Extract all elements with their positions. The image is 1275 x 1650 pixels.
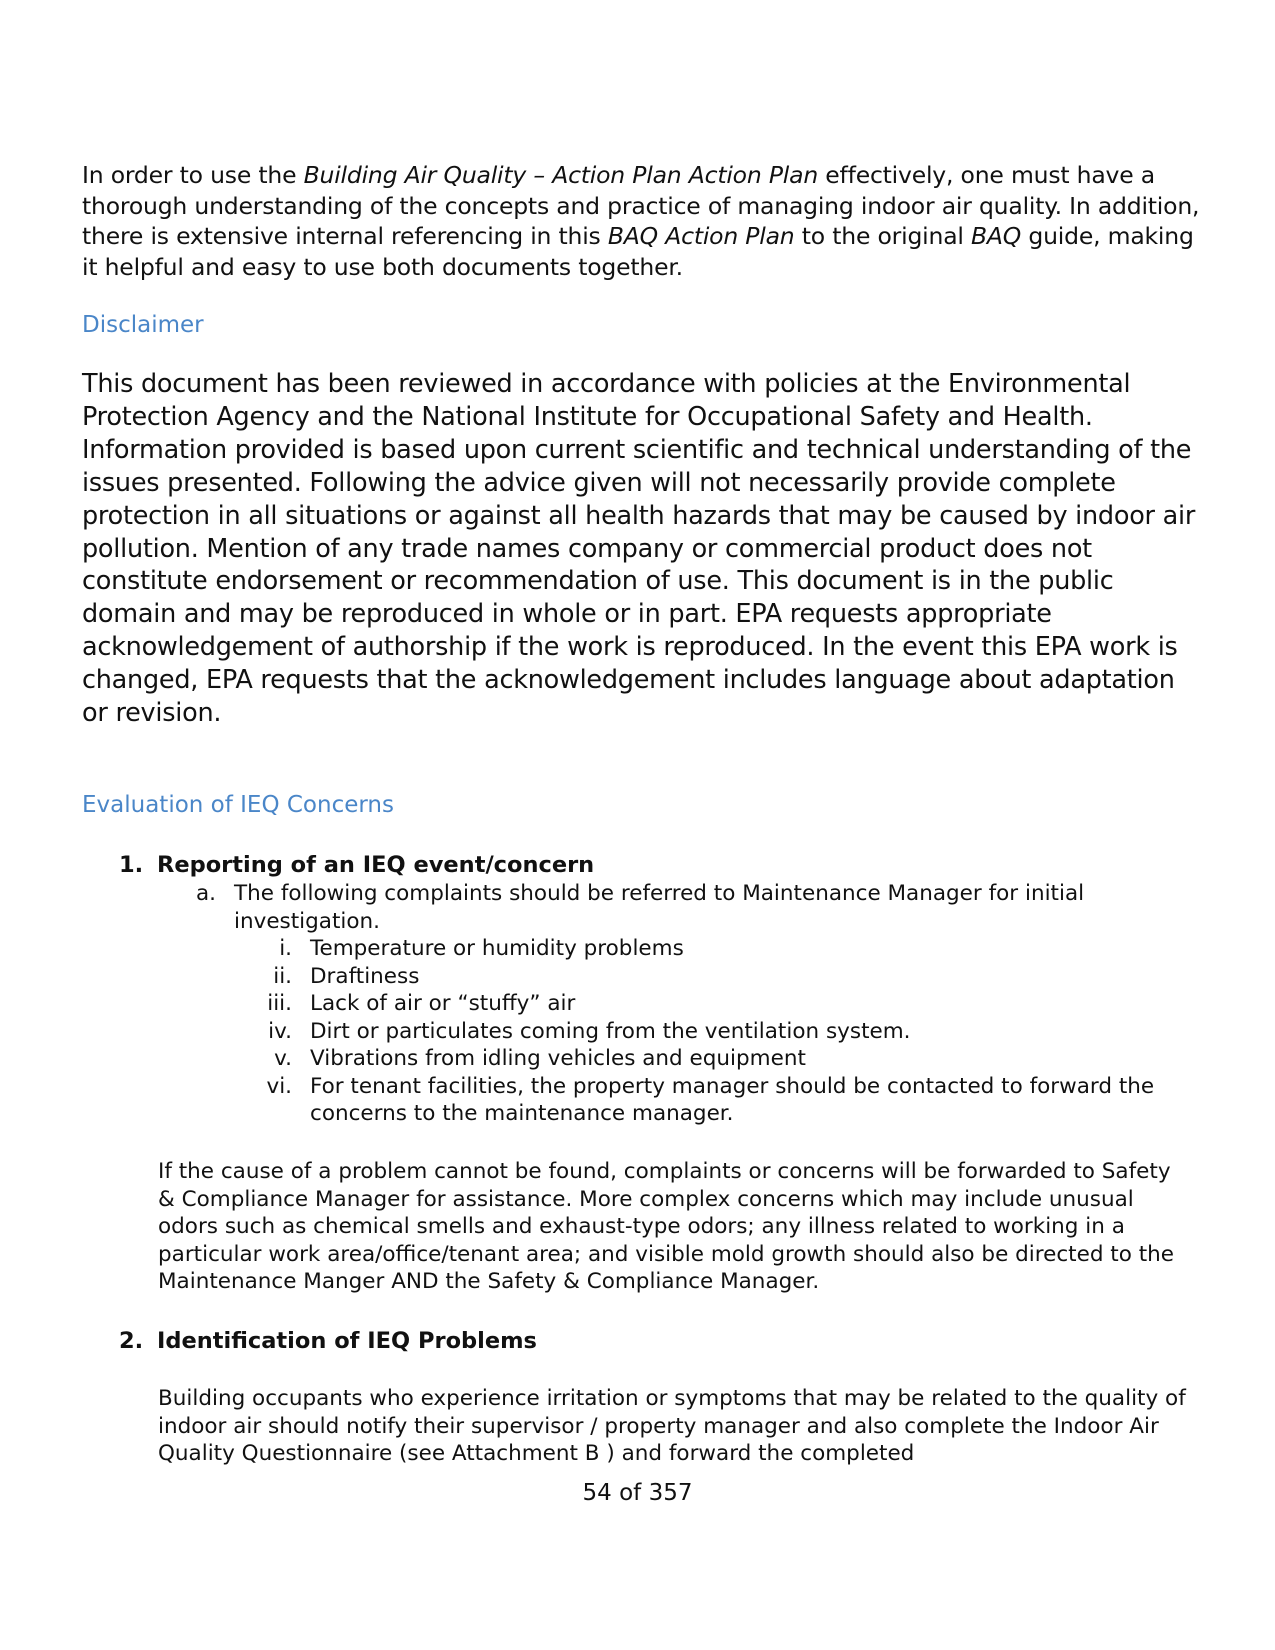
list-item-text: Draftiness (310, 963, 420, 989)
page-number: 54 of 357 (582, 1480, 693, 1506)
evaluation-heading: Evaluation of IEQ Concerns (82, 792, 394, 818)
list-item (262, 963, 1182, 991)
list-item-text: Vibrations from idling vehicles and equipment (310, 1046, 806, 1071)
list-item (262, 935, 1182, 963)
list-item (262, 1073, 1182, 1128)
section-1-title (119, 852, 594, 878)
intro-italic-title: Building Air Quality – Action Plan Action Plan (303, 161, 819, 189)
subitem-a (196, 880, 1156, 935)
list-item-text: For tenant facilities, the property manager should be contacted to forward the concerns to the maintenance manager. (310, 1073, 1155, 1126)
intro-italic-baq: BAQ (971, 222, 1022, 250)
intro-italic-baq-plan: BAQ Action Plan (607, 222, 795, 250)
subitem-a-marker: a. (196, 881, 217, 906)
intro-text-3: to the original (794, 222, 971, 250)
list-item-text: Temperature or humidity problems (310, 936, 684, 961)
list-item-text: Lack of air or “stuffy” air (310, 991, 576, 1016)
list-item-number: v. (274, 1046, 292, 1071)
complaint-list (262, 935, 1182, 1128)
list-item (262, 1045, 1182, 1073)
section-1-title-text: Reporting of an IEQ event/concern (157, 852, 595, 878)
list-item-number: iii. (267, 991, 292, 1016)
intro-paragraph (82, 160, 1202, 282)
section-2-number: 2. (119, 1328, 144, 1354)
list-item (262, 990, 1182, 1018)
list-item (262, 1018, 1182, 1046)
intro-text-1: In order to use the (82, 161, 304, 189)
list-item-text: Dirt or particulates coming from the ventilation system. (310, 1018, 911, 1044)
section-1-paragraph: If the cause of a problem cannot be found, complaints or concerns will be forwarded to Safety & Compliance Manager for assistance. More complex concerns which may include unusual odors such as chemical smells and exhaust-type odors; any illness related to working in a particular work area/office/tenant area; and visible mold growth should also be directed to the Maintenance Manger AND the Safety & Compliance Manager. (158, 1159, 1175, 1294)
intro-text-4: guide, making it helpful and easy to use both documents together. (82, 222, 1194, 281)
disclaimer-body: This document has been reviewed in accordance with policies at the Environmental Protection Agency and the National Institute for Occupational Safety and Health. Information provided is based upon current scientific and technical understanding of the issues presented. Following the advice given will not necessarily provide complete protection in all situations or against all health hazards that may be caused by indoor air pollution. Mention of any trade names company or commercial product does not constitute endorsement or recommendation of use. This document is in the public domain and may be reproduced in whole or in part. EPA requests appropriate acknowledgement of authorship if the work is reproduced. In the event this EPA work is changed, EPA requests that the acknowledgement includes language about adaptation or revision. (82, 369, 1196, 729)
subitem-a-text: The following complaints should be referred to Maintenance Manager for initial investigation. (234, 881, 1085, 934)
list-item-number: vi. (266, 1073, 292, 1099)
section-1-number: 1. (119, 852, 144, 878)
list-item-number: ii. (273, 963, 292, 989)
section-2-paragraph: Building occupants who experience irritation or symptoms that may be related to the quality of indoor air should notify their supervisor / property manager and also complete the Indoor Air Quality Questionnaire (see Attachment B ) and forward the completed (158, 1386, 1186, 1466)
list-item-number: i. (279, 936, 292, 961)
disclaimer-heading: Disclaimer (82, 312, 204, 338)
section-2-title (119, 1328, 537, 1354)
section-2-title-text: Identification of IEQ Problems (157, 1328, 537, 1354)
intro-text-2: effectively, one must have a thorough understanding of the concepts and practice of managing indoor air quality. In addition, there is extensive internal referencing in this (82, 161, 1200, 250)
list-item-number: iv. (268, 1018, 292, 1044)
